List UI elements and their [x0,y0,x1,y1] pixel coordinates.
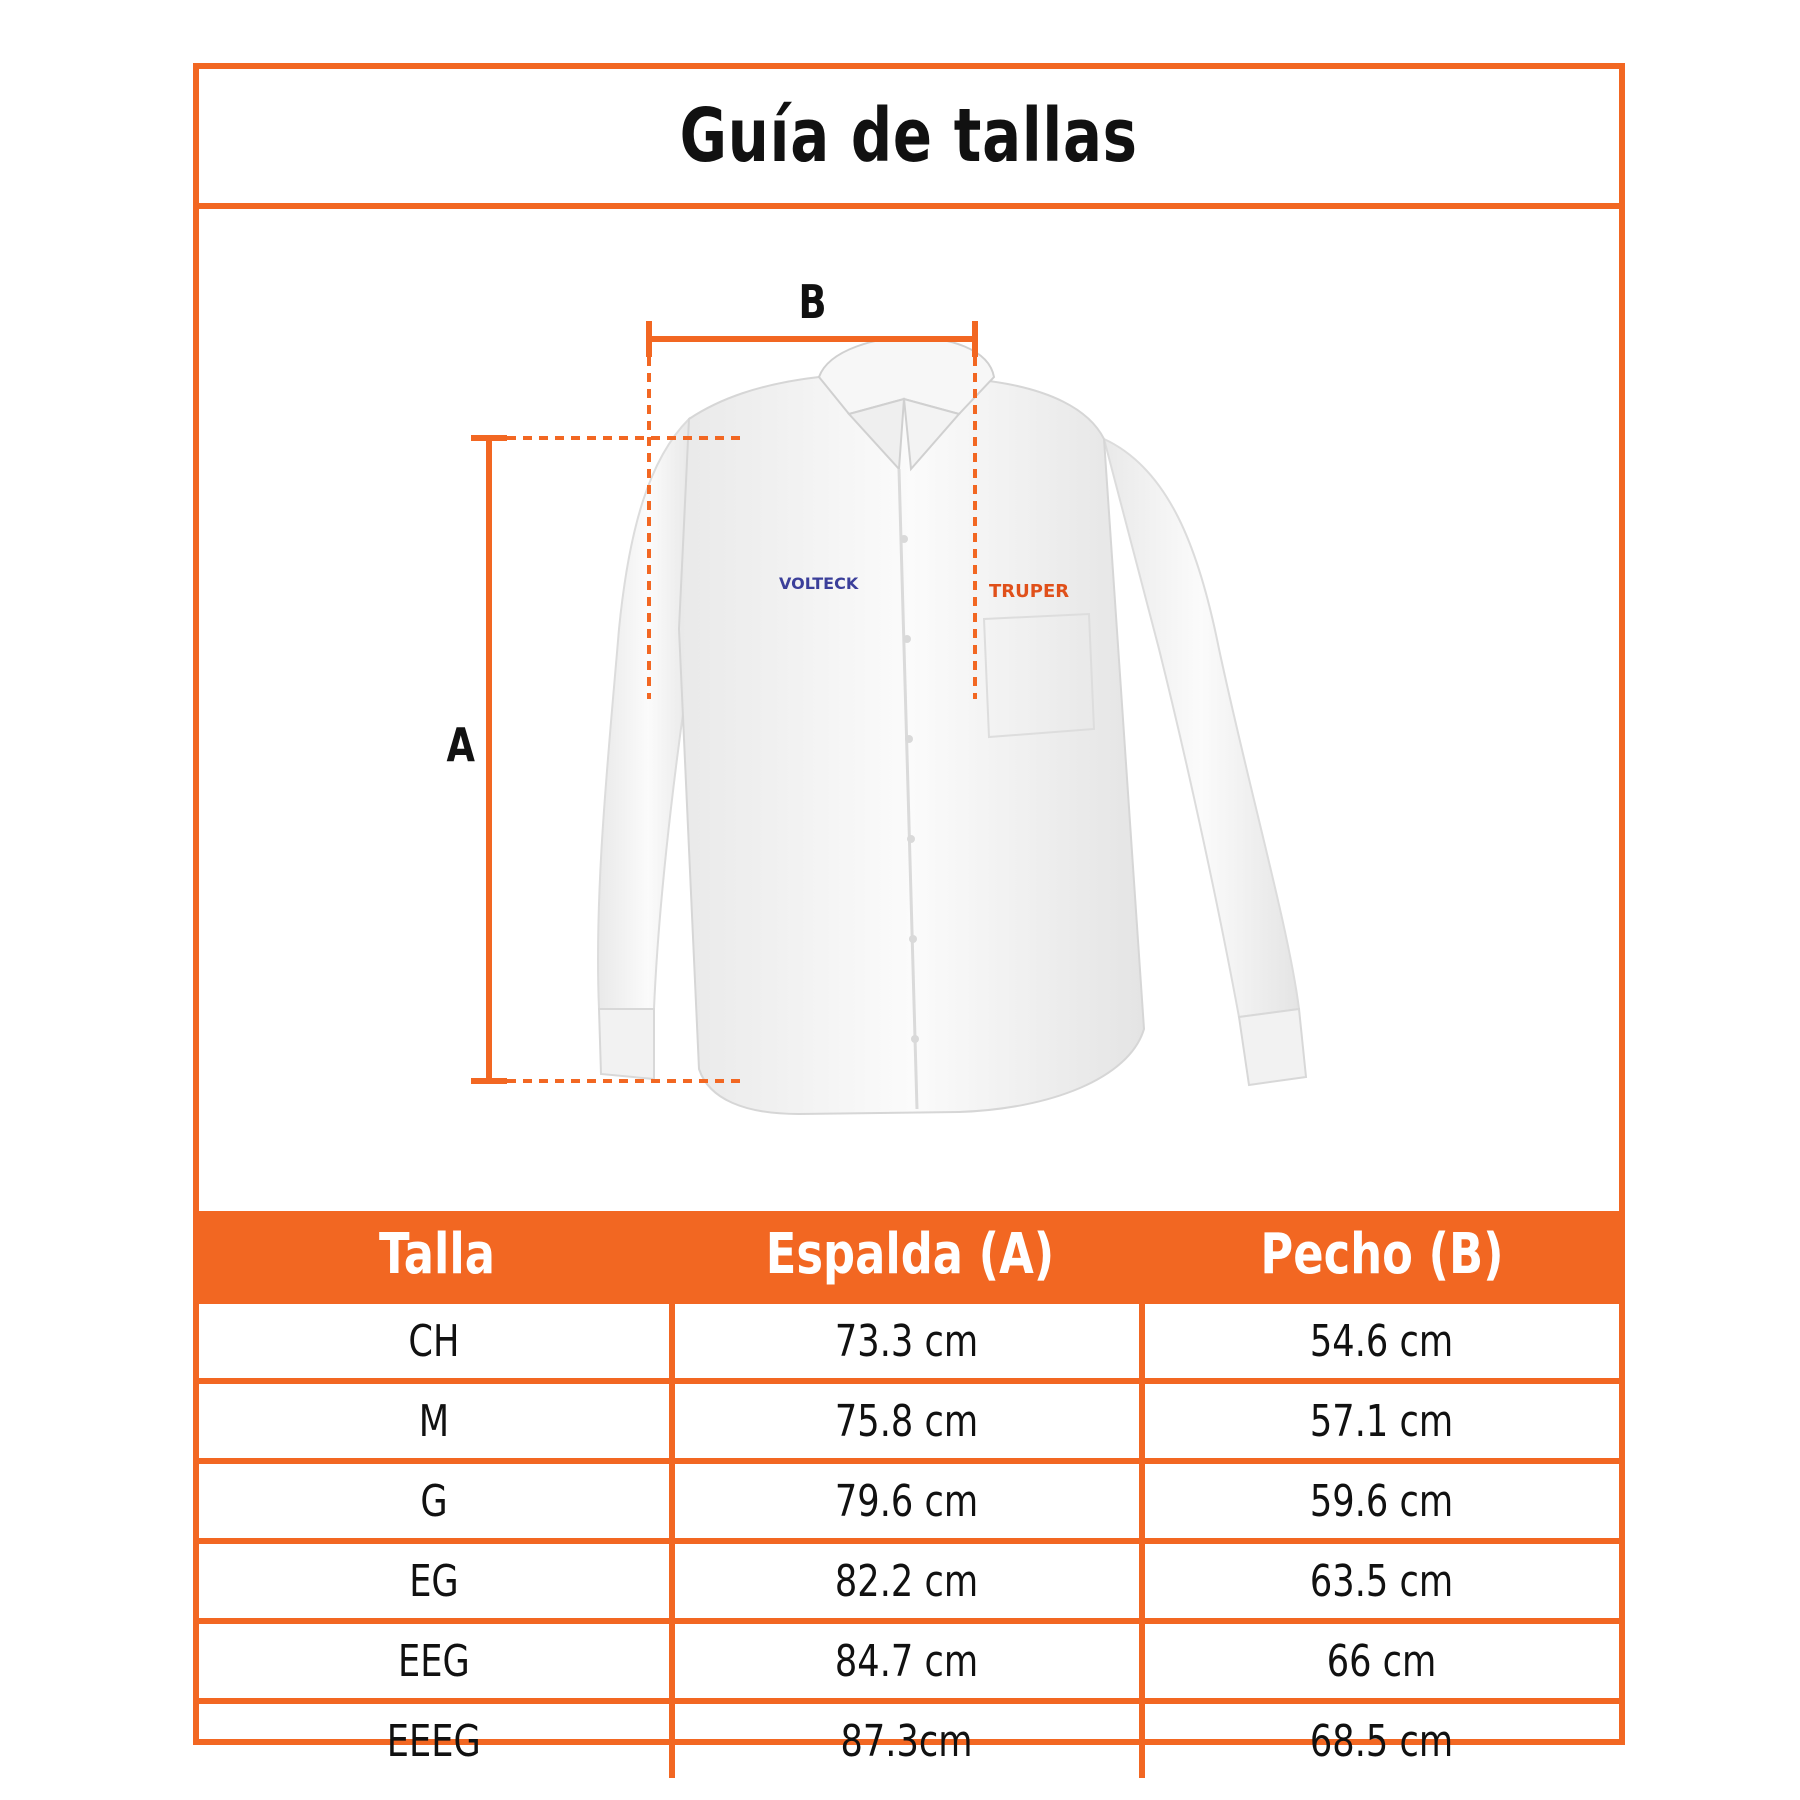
table-header [199,1211,1619,1298]
pecho-cell: 54.6 cm [1310,1315,1454,1367]
shirt-illustration [199,209,1619,1277]
size-guide-frame [193,63,1625,1767]
table-row [199,1378,1619,1458]
pecho-cell: 63.5 cm [1310,1555,1454,1607]
pecho-cell: 59.6 cm [1310,1475,1454,1527]
size-cell: CH [199,1304,675,1378]
espalda-cell: 73.3 cm [675,1304,1145,1378]
size-cell: EEG [199,1624,675,1698]
pecho-cell: 57.1 cm [1310,1395,1454,1447]
table-body [199,1298,1619,1778]
table-row [199,1458,1619,1538]
table-row [199,1538,1619,1618]
pecho-cell: 66 cm [1327,1635,1437,1687]
espalda-cell: 87.3cm [675,1704,1145,1778]
size-cell: EG [199,1544,675,1618]
title-row [199,69,1619,209]
size-cell: M [199,1384,675,1458]
truper-logo: TRUPER [989,581,1070,602]
dimension-a-label: A [446,718,476,772]
header-cell-talla: Talla [379,1222,495,1287]
volteck-logo: VOLTECK [779,574,859,593]
size-cell: G [199,1464,675,1538]
page-title: Guía de tallas [679,93,1139,179]
dimension-b-label: B [798,275,827,329]
table-row [199,1698,1619,1778]
size-cell: EEEG [199,1704,675,1778]
espalda-cell: 79.6 cm [675,1464,1145,1538]
measurement-diagram [199,209,1619,1277]
espalda-cell: 84.7 cm [675,1624,1145,1698]
size-table [199,1211,1619,1778]
table-row [199,1618,1619,1698]
header-cell-pecho: Pecho (B) [1260,1222,1504,1287]
table-row [199,1298,1619,1378]
espalda-cell: 75.8 cm [675,1384,1145,1458]
pecho-cell: 68.5 cm [1310,1715,1454,1767]
espalda-cell: 82.2 cm [675,1544,1145,1618]
header-cell-espalda: Espalda (A) [765,1222,1055,1287]
